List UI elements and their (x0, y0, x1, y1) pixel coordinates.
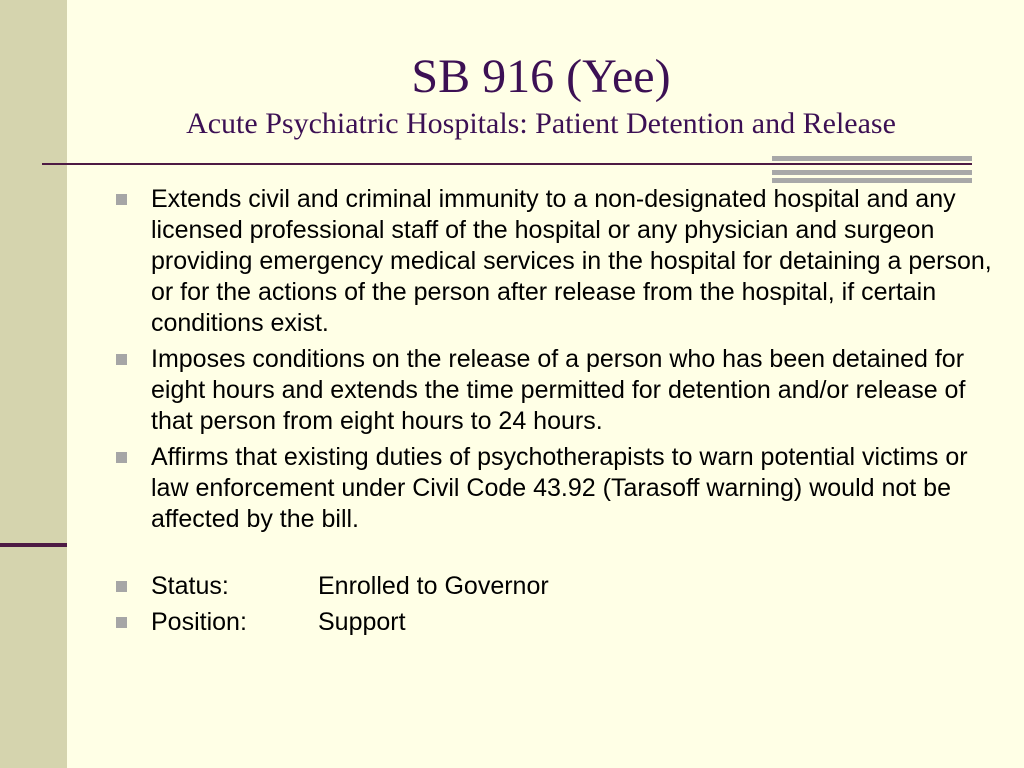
status-item (114, 571, 994, 602)
bullet-text: Imposes conditions on the release of a person who has been detained for eight hours and extends the time permitted for detention and/or release of that person from eight hours to 24 hours. (151, 345, 966, 435)
sidebar-accent-line (0, 543, 67, 547)
left-sidebar-band (0, 0, 67, 768)
position-item (114, 607, 994, 638)
bullet-item (114, 442, 994, 535)
bullet-text: Extends civil and criminal immunity to a non-designated hospital and any licensed professional staff of the hospital or any physician and surgeon providing emergency medical services in the hospital for detaining a person, or for the actions of the person after release from the hospital, if certain conditions exist. (151, 185, 992, 337)
square-bullet-icon (116, 354, 127, 365)
status-value: Enrolled to Governor (318, 572, 549, 600)
slide-title-block (67, 48, 1015, 142)
bullet-list (114, 184, 994, 643)
accent-bar (772, 170, 972, 175)
slide-title: SB 916 (Yee) (411, 50, 671, 103)
position-label: Position: (151, 608, 247, 636)
square-bullet-icon (116, 581, 127, 592)
square-bullet-icon (116, 194, 127, 205)
bullet-item (114, 184, 994, 339)
square-bullet-icon (116, 617, 127, 628)
accent-bar (772, 156, 972, 161)
square-bullet-icon (116, 452, 127, 463)
status-label: Status: (151, 572, 229, 600)
accent-bar (772, 178, 972, 183)
title-divider (42, 163, 972, 165)
bullet-text: Affirms that existing duties of psychotherapists to warn potential victims or law enforcement under Civil Code 43.92 (Tarasoff warning) would not be affected by the bill. (151, 443, 968, 533)
position-value: Support (318, 608, 406, 636)
slide-subtitle: Acute Psychiatric Hospitals: Patient Detention and Release (186, 107, 896, 140)
bullet-item (114, 344, 994, 437)
